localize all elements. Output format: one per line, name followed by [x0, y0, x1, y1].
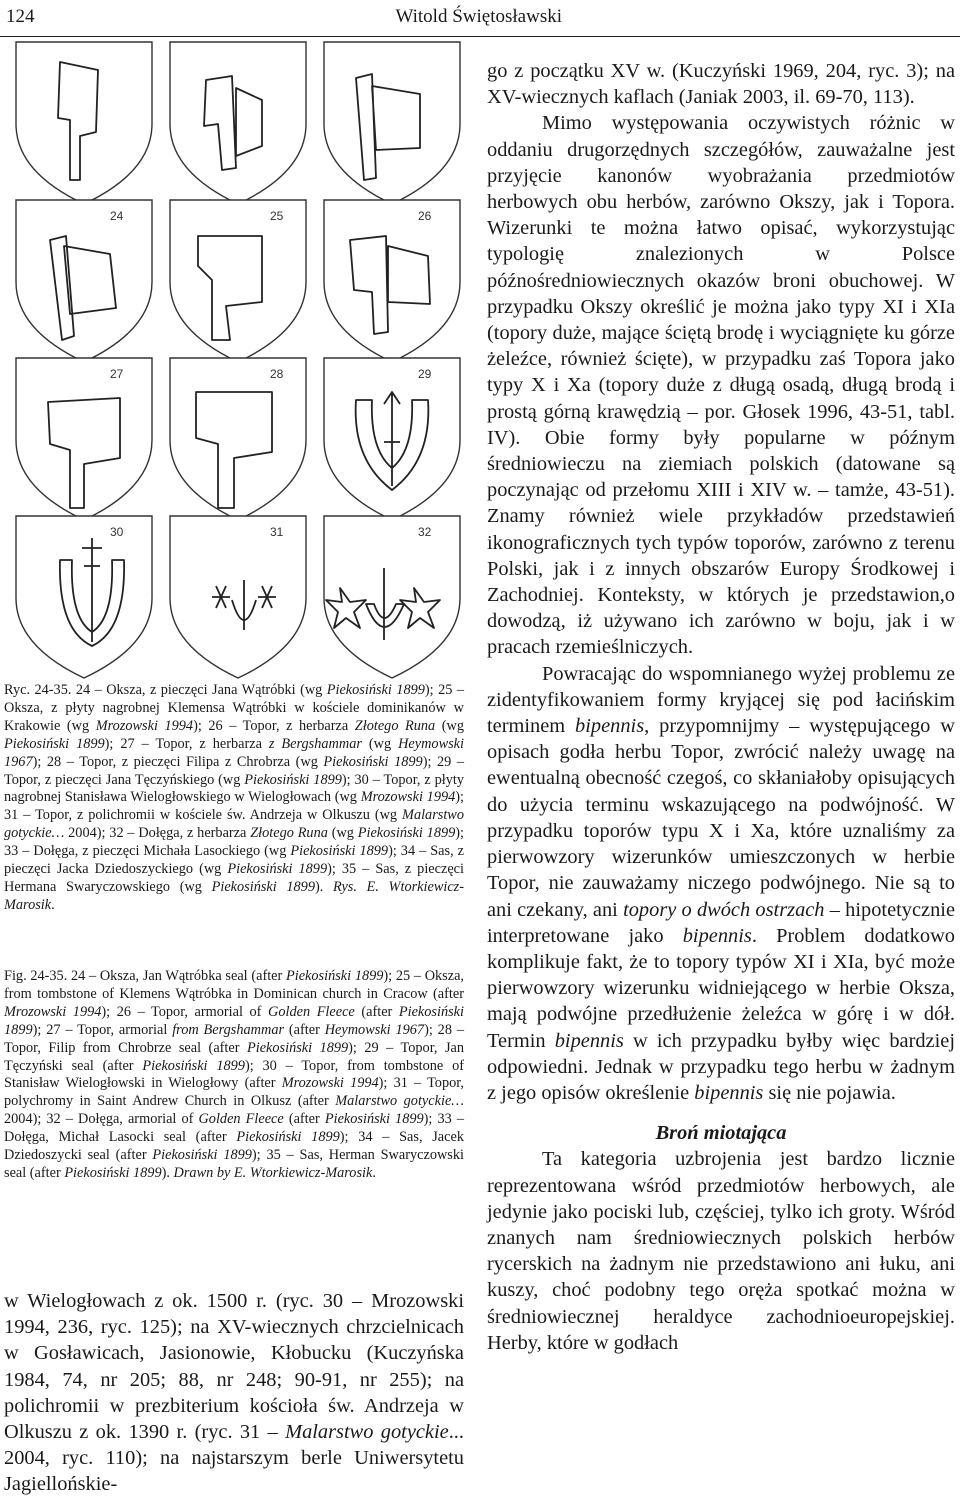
text-run: Fig. 24-35. 24 – Oksza, Jan Wątróbka seal (after [4, 968, 286, 984]
text-run: ). [161, 1164, 174, 1181]
text-run: ); 30 – Topor, z płyty nagrobnej Stanisława Wielogłowskiego w Wielogłowach (wg [4, 771, 464, 806]
section-heading: Broń miotająca [655, 1122, 787, 1145]
text-run: ); 25 – Oksza, from tombstone of Klemens Wątróbka in Dominican church in Cracow (after [4, 968, 465, 1002]
text-run: 2004); 32 – Dołęga, armorial of [4, 1111, 199, 1128]
figure-number-label: 29 [418, 367, 432, 381]
text-run: ); 27 – Topor, armorial [32, 1021, 173, 1038]
italic-citation: bipennis [682, 924, 752, 947]
text-run: ); 34 – Sas, z pieczęci Jacka Dziedoszyckiego (wg [4, 843, 464, 878]
text-run: Mimo występowania oczywistych różnic w oddaniu drugorzędnych szczegółów, zauważalne jest przyjęcie kanonów wyobrażania przedmiotów herbowych obu herbów, zarówno Okszy, jak i Topora. Wizerunki te można łatwo opisać, wykorzystując typologię znalezionych w Polsce późnośredniowiecznych okazów broni obuchowej. W przypadku Okszy określić je można jako typy XI i XIa (topory duże, mające ściętą brodę i wyciągnięte ku górze żeleźce, również ścięte), w przypadku zaś Topora jako typy X i Xa (topory duże z długą osadą, długą brodą i prostą górną krawędzią – por. Głosek 1996, 43-51, tabl. IV). Obie formy były popularne w późnym średniowieczu na ziemiach polskich (datowane są poczynając od przełomu XIII i XIV w. – tamże, 43-51). Znamy również wiele przykładów przedstawień ikonograficznych tych typów toporów, zarówno z terenu Polski, jak i z innych obszarów Europy Środkowej i Zachodniej. Konteksty, w których je przedstawion,o dowodzą, iż używano ich zarówno w boju, jak i w pracach rzemieślniczych. [487, 112, 955, 659]
text-run: ); 31 – Topor, polychromy in Saint Andrew Church in Olkusz (after [4, 1075, 465, 1110]
text-run: Ta kategoria uzbrojenia jest bardzo licznie reprezentowana wśród przedmiotów herbowych, ale jedynie jako pociski lub, częściej, tylko ich groty. Wśród znanych nam średniowiecznych polskich herbów rycerskich na żadnym nie przedstawiono ani łuku, ani kuszy, choć podobny tego oręża spotkać można w średniowiecznej heraldyce zachodnioeuropejskiej. Herby, które w godłach [487, 1148, 955, 1354]
page-number: 124 [6, 6, 35, 27]
text-run: ); 34 – Sas, Jacek Dziedoszycki seal (after [4, 1129, 464, 1164]
text-run: się nie pojawia. [763, 1081, 896, 1104]
italic-citation: Piekosiński 1899 [152, 1147, 252, 1164]
italic-citation: Złotego Runa [354, 717, 436, 734]
figure-plate [0, 40, 478, 680]
italic-citation: Heymowski 1967 [4, 735, 464, 770]
italic-citation: Piekosiński 1899 [236, 1129, 340, 1146]
text-run: ); 33 – Dołęga, z pieczęci Michała Lasockiego (wg [4, 825, 464, 860]
text-run: – hipotetycznie interpretowane jako [487, 898, 955, 947]
figure-number-label: 32 [418, 525, 432, 539]
italic-citation: Piekosiński 1899 [324, 1111, 424, 1128]
italic-citation: z Bergshammar [268, 735, 362, 752]
text-run: w Wielogłowach z ok. 1500 r. (ryc. 30 – Mrozowski 1994, 236, ryc. 125); na XV-wiecznych chrzcielnicach w Gosławicach, Jasionowie, Kłobucku (Kuczyńska 1984, 74, nr 205; 88, nr 248; 90-91, nr 255); na polichromii w prezbiterium kościoła św. Andrzeja w Olkuszu z ok. 1390 r. (ryc. 31 – [4, 1290, 464, 1444]
italic-citation: Piekosiński 1899 [323, 753, 423, 770]
text-run: ); 27 – Topor, z herbarza [104, 735, 269, 752]
text-run: ). [314, 878, 333, 895]
body-paragraph [487, 661, 955, 1106]
right-column-body [487, 58, 955, 1356]
text-run: ); 29 – Topor, z pieczęci Jana Tęczyńskiego (wg [4, 753, 464, 788]
italic-citation: Mrozowski 1994 [4, 1003, 102, 1020]
figure-number-label: 31 [270, 525, 284, 539]
section-paragraph [487, 1146, 955, 1356]
figure-number-label: 27 [110, 367, 124, 381]
italic-citation: Piekosiński 1899 [326, 682, 425, 698]
running-head: Witold Świętosławski [395, 6, 562, 27]
header-rule [0, 36, 960, 37]
italic-citation: Piekosiński 1899 [357, 825, 456, 842]
italic-citation: Piekosiński 1899 [64, 1164, 162, 1181]
text-run: ); 31 – Topor, z polichromii w kościele św. Andrzeja w Olkuszu (wg [4, 789, 464, 824]
text-run: (after [284, 1021, 325, 1038]
text-run: w ich przypadku byłby więc bardziej odpowiedni. Jednak w przypadku tego herbu w żadnym z jego opisów określenie [487, 1029, 955, 1104]
italic-citation: Piekosiński 1899 [290, 843, 389, 860]
figure-number-label: 24 [110, 209, 124, 223]
figure-number-label: 28 [270, 367, 284, 381]
text-run: . [51, 896, 55, 913]
italic-citation: Piekosiński 1899 [244, 771, 342, 788]
text-run: ); 30 – Topor, from tombstone of Stanisław Wielogłowski in Wielogłowy (after [4, 1057, 465, 1092]
italic-citation: Piekosiński 1899 [246, 1039, 349, 1056]
text-run: ); 35 – Sas, z pieczęci Hermana Swaryczowskiego (wg [4, 861, 464, 895]
text-run: Ryc. 24-35. 24 – Oksza, z pieczęci Jana Wątróbki (wg [4, 682, 327, 698]
text-run: ); 33 – Dołęga, Michał Lasocki seal (after [4, 1111, 465, 1146]
italic-citation: Malarstwo gotyckie… [335, 1093, 464, 1110]
italic-citation: Piekosiński 1899 [211, 878, 315, 895]
italic-citation: Mrozowski 1994 [360, 789, 456, 806]
italic-citation: Heymowski 1967 [324, 1021, 425, 1038]
italic-citation: Złotego Runa [250, 825, 328, 842]
italic-citation: Golden Fleece [268, 1003, 355, 1020]
text-run: ... 2004, ryc. 110); na najstarszym berle Uniwersytetu Jagiellońskie- [4, 1421, 464, 1496]
text-run: (wg [361, 735, 399, 752]
shields-figure [0, 40, 478, 680]
italic-citation: Drawn by E. Wtorkiewicz-Marosik [173, 1164, 373, 1181]
heraldic-shield [16, 516, 152, 678]
italic-citation: bipennis [694, 1081, 764, 1104]
text-run: (after [283, 1111, 325, 1128]
italic-citation: bipennis [575, 715, 645, 738]
italic-citation: Rys. E. Wtorkiewicz-Marosik [4, 878, 464, 913]
left-column-paragraph [4, 1288, 464, 1498]
text-run: (after [354, 1003, 399, 1020]
text-run: Powracając do wspomnianego wyżej problemu ze zidentyfikowaniem formy kryjącej się pod łacińskim terminem [487, 662, 955, 738]
italic-citation: Mrozowski 1994 [281, 1075, 379, 1092]
italic-citation: Mrozowski 1994 [95, 717, 194, 734]
text-run: , przypomnijmy – występującego w opisach godła herbu Topor, zwrócić należy uwagę na ewentualną obecność czegoś, co skłaniałoby opisujących do użycia terminu wskazującego na podwójność. W przypadku toporów typu X i Xa, które uznaliśmy za pierwowzory wizerunków umieszczonych w herbie Topor, nie zauważamy niczego podwójnego. Nie są to ani czekany, ani [487, 715, 955, 921]
text-run: ); 35 – Sas, Herman Swaryczowski seal (after [4, 1147, 464, 1181]
italic-citation: Piekosiński 1899 [286, 968, 384, 984]
figure-number-label: 30 [110, 525, 124, 539]
text-run: ); 25 – Oksza, z płyty nagrobnej Klemensa Wątróbki w kościele dominikanów w Krakowie (wg [4, 682, 464, 734]
italic-citation: Malarstwo gotyckie [285, 1421, 449, 1444]
italic-citation: topory o dwóch ostrzach [623, 898, 825, 921]
text-run: go z początku XV w. (Kuczyński 1969, 204, ryc. 3); na XV-wiecznych kaflach (Janiak 2003, il. 69-70, 113). [487, 60, 955, 109]
italic-citation: Piekosiński 1899 [227, 861, 328, 878]
text-run: . Problem dodatkowo komplikuje fakt, że to topory typów XI i XIa, być może pierwowzory wizerunku widniejącego w herbie Oksza, mają podwójne przedłużenie żeleźca w górę i w dół. Termin [487, 924, 955, 1052]
text-run: . [372, 1164, 376, 1181]
text-run: 2004); 32 – Dołęga, z herbarza [64, 825, 251, 842]
text-run: ); 26 – Topor, z herbarza [193, 717, 355, 734]
figure-caption-polish [4, 682, 464, 915]
text-run: (wg [327, 825, 358, 842]
italic-citation: from Bergshammar [172, 1021, 285, 1038]
italic-citation: Piekosiński 1899 [4, 1003, 464, 1038]
figure-number-label: 26 [418, 209, 432, 223]
text-run: ); 29 – Topor, Jan Tęczyński seal (after [4, 1039, 464, 1074]
italic-citation: Piekosiński 1899 [4, 735, 105, 752]
left-column-body [4, 1288, 464, 1498]
heraldic-shield [170, 516, 306, 678]
figure-number-label: 25 [270, 209, 284, 223]
italic-citation: Malarstwo gotyckie… [4, 807, 464, 842]
text-run: ); 26 – Topor, armorial of [101, 1003, 269, 1020]
text-run: ); 28 – Topor, z pieczęci Filipa z Chrobrza (wg [32, 753, 324, 770]
text-run: (wg [435, 717, 464, 734]
text-run: ); 28 – Topor, Filip from Chrobrze seal (after [4, 1021, 464, 1056]
italic-citation: Golden Fleece [198, 1111, 284, 1128]
body-paragraph [487, 58, 955, 110]
figure-caption-english [4, 968, 464, 1183]
body-paragraph [487, 110, 955, 660]
italic-citation: Piekosiński 1899 [142, 1057, 245, 1074]
italic-citation: bipennis [554, 1029, 624, 1052]
